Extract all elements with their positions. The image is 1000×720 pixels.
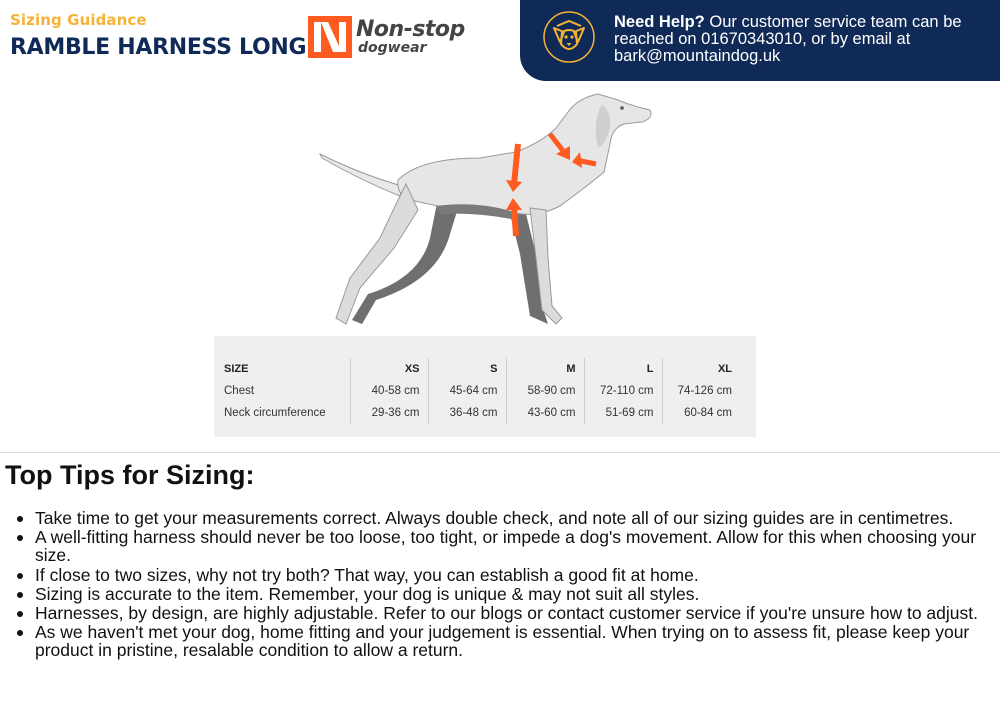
help-banner	[520, 0, 1000, 81]
logo-subtitle: dogwear	[358, 40, 427, 56]
table-cell: 60-84 cm	[662, 402, 740, 424]
table-row	[214, 380, 740, 402]
page-eyebrow: Sizing Guidance	[10, 11, 147, 29]
help-heading: Need Help?	[614, 13, 705, 31]
section-divider	[0, 452, 1000, 453]
size-table-header: S	[428, 358, 506, 380]
size-table-header: XL	[662, 358, 740, 380]
nonstop-logo-icon	[308, 16, 352, 58]
dog-silhouette	[320, 94, 651, 324]
size-table-header: L	[584, 358, 662, 380]
help-body[interactable]: Our customer service team can be reached on 01670343010, or by email at bark@mountaindog.uk	[614, 13, 962, 65]
dog-face-icon	[542, 10, 596, 64]
list-item: As we haven't met your dog, home fitting and your judgement is essential. When trying on to assess fit, please keep your product in pristine, resalable condition to allow a return.	[0, 623, 1000, 659]
help-text	[614, 14, 994, 65]
list-item: Take time to get your measurements correct. Always double check, and note all of our sizing guides are in centimetres.	[0, 509, 1000, 527]
page-title: RAMBLE HARNESS LONG	[10, 35, 307, 60]
brand-logo[interactable]	[308, 16, 465, 58]
table-cell: 58-90 cm	[506, 380, 584, 402]
table-cell: 72-110 cm	[584, 380, 662, 402]
table-cell: 43-60 cm	[506, 402, 584, 424]
table-cell: 36-48 cm	[428, 402, 506, 424]
list-item: A well-fitting harness should never be too loose, too tight, or impede a dog's movement. Allow for this when choosing your size.	[0, 528, 1000, 564]
row-label: Chest	[224, 385, 255, 397]
table-row	[214, 402, 740, 424]
list-item: If close to two sizes, why not try both? That way, you can establish a good fit at home.	[0, 566, 1000, 584]
size-table-header: M	[506, 358, 584, 380]
tips-heading: Top Tips for Sizing:	[5, 460, 255, 490]
tips-list	[0, 509, 1000, 661]
table-cell: 51-69 cm	[584, 402, 662, 424]
dog-measurement-illustration	[310, 88, 680, 333]
size-table	[214, 336, 756, 437]
table-cell: 74-126 cm	[662, 380, 740, 402]
size-table-header-row	[214, 358, 740, 380]
table-cell: 40-58 cm	[350, 380, 428, 402]
table-cell: 45-64 cm	[428, 380, 506, 402]
size-table-header: SIZE	[224, 363, 249, 375]
row-label: Neck circumference	[224, 407, 326, 419]
logo-wordmark: Non-stop	[356, 17, 465, 42]
size-table-header: XS	[350, 358, 428, 380]
list-item: Harnesses, by design, are highly adjustable. Refer to our blogs or contact customer service if you're unsure how to adjust.	[0, 604, 1000, 622]
list-item: Sizing is accurate to the item. Remember, your dog is unique & may not suit all styles.	[0, 585, 1000, 603]
table-cell: 29-36 cm	[350, 402, 428, 424]
page-header	[10, 11, 306, 60]
